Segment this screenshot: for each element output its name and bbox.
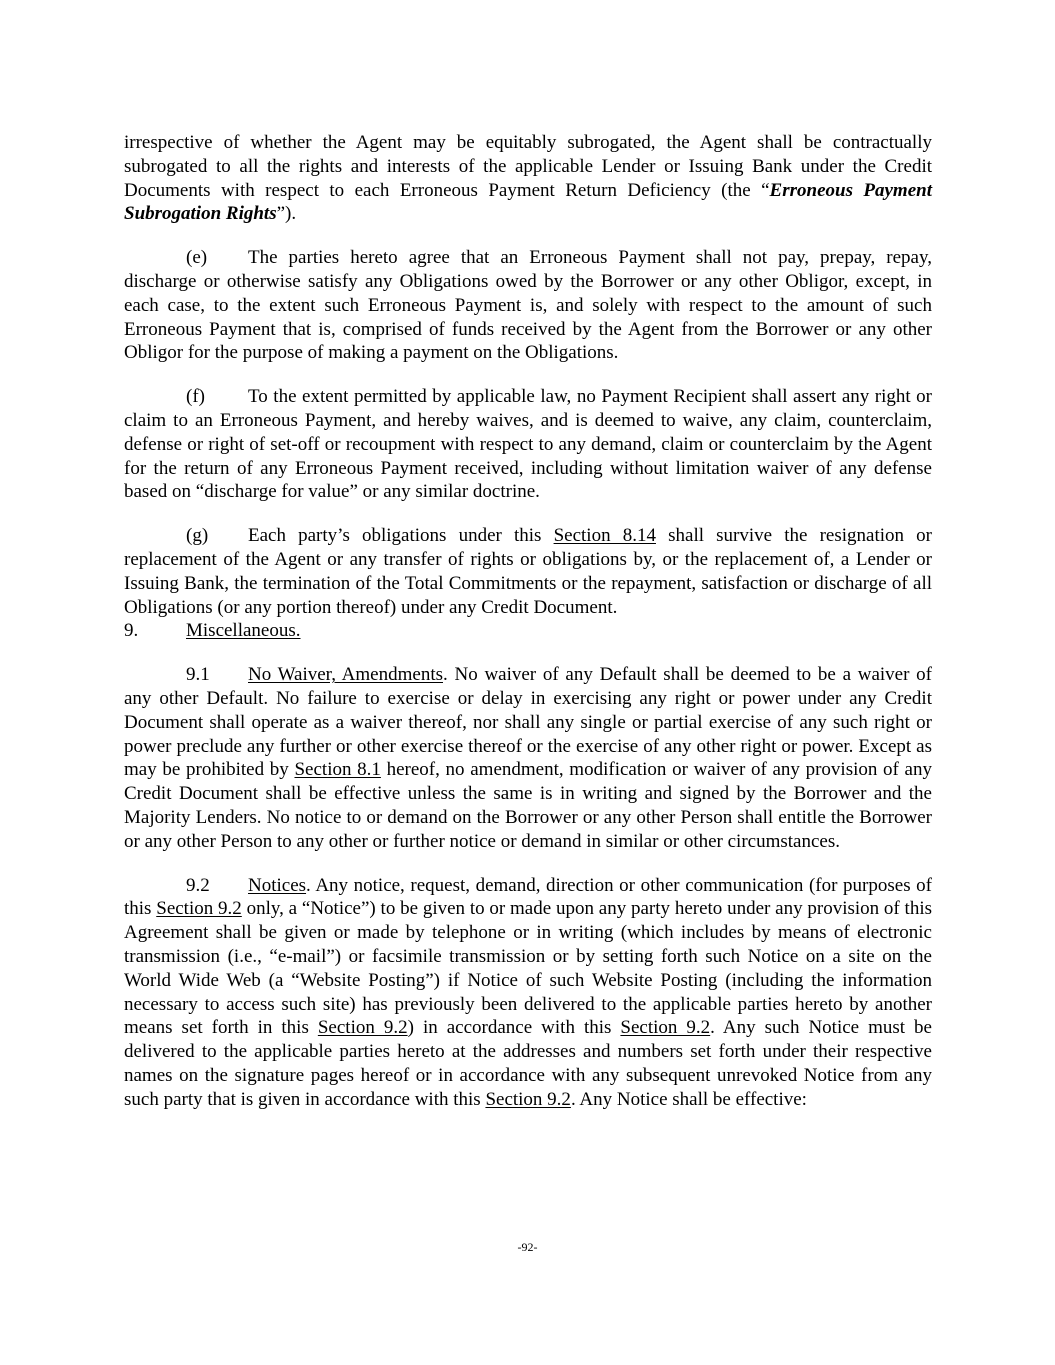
page-number: -92- — [517, 1240, 538, 1254]
paragraph-text: . Any notice, request, demand, direction or other communication (for purposes of this — [124, 874, 932, 920]
section-9-1-paragraph — [124, 663, 932, 853]
paragraph-text: irrespective of whether the Agent may be equitably subrogated, the Agent shall be contractually subrogated to all the rights and interests of the applicable Lender or Issuing Bank under the Credit Documents with respect to each Erroneous Payment Return Deficiency (the “ — [124, 132, 932, 201]
paragraph-label: (f) — [186, 386, 205, 408]
defined-term: Erroneous Payment Subrogation Rights — [124, 179, 932, 225]
paragraph-text: only, a “Notice”) to be given to or made upon any party hereto under any provision of this Agreement shall be given or made by telephone or in writing (which includes by means of electronic transmission (i.e., “e-mail”) or facsimile transmission or by setting forth such Notice on a site on the World Wide Web (a “Website Posting”) if Notice of such Website Posting (including the information necessary to access such site) has previously been delivered to the applicable parties hereto by another means set forth in this — [124, 898, 933, 1039]
paragraph-text: . Any Notice shall be effective: — [570, 1088, 807, 1110]
paragraph-e — [124, 246, 932, 365]
section-title: Notices — [248, 874, 307, 896]
paragraph-text: . No waiver of any Default shall be deemed to be a waiver of any other Default. No failure to exercise or delay in exercising any right or power under any Credit Document shall operate as a waiver thereof, nor shall any single or partial exercise of any such right or power preclude any further or other exercise thereof or the exercise of any other right or power. Except as may be prohibited by — [124, 664, 932, 781]
section-reference: Section 9.2 — [485, 1088, 571, 1110]
paragraph-label: (g) — [186, 525, 209, 547]
paragraph-text: Each party’s obligations under this — [248, 525, 554, 547]
section-reference: Section 8.1 — [294, 759, 381, 781]
paragraph-text: shall survive the resignation or replacement of the Agent or any transfer of rights or obligations by, or the replacement of, a Lender or Issuing Bank, the termination of the Total Commitments or the repayment, satisfaction or discharge of all Obligations (or any portion thereof) under any Credit Document. — [124, 525, 932, 618]
continuation-paragraph — [124, 131, 932, 226]
paragraph-g — [124, 524, 932, 619]
paragraph-text: hereof, no amendment, modification or waiver of any provision of any Credit Document shall be effective unless the same is in writing and signed by the Borrower and the Majority Lenders. No notice to or demand on the Borrower or any other Person shall entitle the Borrower or any other Person to any other or further notice or demand in similar or other circumstances. — [124, 759, 932, 852]
paragraph-text: To the extent permitted by applicable law, no Payment Recipient shall assert any right or claim to an Erroneous Payment, and hereby waives, and is deemed to waive, any claim, counterclaim, defense or right of set-off or recoupment with respect to any demand, claim or counterclaim by the Agent for the return of any Erroneous Payment received, including without limitation waiver of any defense based on “discharge for value” or any similar doctrine. — [124, 386, 932, 503]
paragraph-text: The parties hereto agree that an Erroneous Payment shall not pay, prepay, repay, discharge or otherwise satisfy any Obligations owed by the Borrower or any other Obligor, except, in each case, to the extent such Erroneous Payment is, and solely with respect to the amount of such Erroneous Payment that is, comprised of funds received by the Agent from the Borrower or any other Obligor for the purpose of making a payment on the Obligations. — [124, 247, 932, 364]
section-title: Miscellaneous. — [186, 620, 301, 642]
paragraph-text: ”). — [276, 203, 297, 225]
section-reference: Section 8.14 — [553, 525, 656, 547]
section-reference: Section 9.2 — [620, 1017, 711, 1039]
section-number: 9.2 — [186, 874, 210, 896]
paragraph-f — [124, 385, 932, 504]
section-number: 9.1 — [186, 664, 210, 686]
paragraph-text: ) in accordance with this — [407, 1017, 621, 1039]
section-title: No Waiver, Amendments — [248, 664, 443, 686]
section-9-heading — [124, 619, 932, 643]
document-page — [124, 131, 932, 1111]
section-number: 9. — [124, 620, 139, 642]
paragraph-text: . Any such Notice must be delivered to the applicable parties hereto at the addresses and numbers set forth under their respective names on the signature pages hereof or in accordance with any subsequent unrevoked Notice from any such party that is given in accordance with this — [124, 1017, 932, 1110]
section-reference: Section 9.2 — [156, 898, 242, 920]
paragraph-label: (e) — [186, 247, 208, 269]
section-9-2-paragraph — [124, 874, 932, 1112]
section-reference: Section 9.2 — [317, 1017, 408, 1039]
